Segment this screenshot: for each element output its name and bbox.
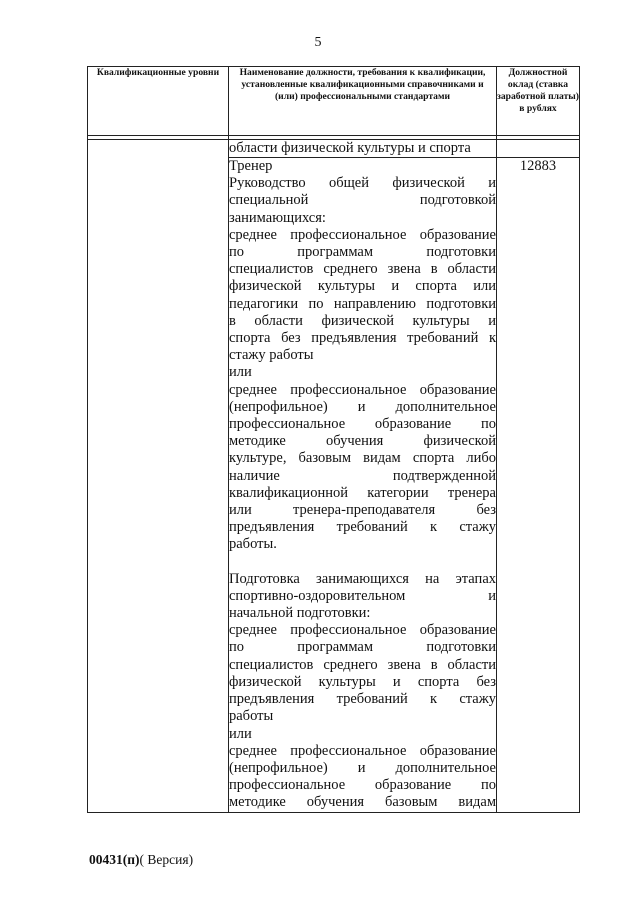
requirement-line: методике обучения физической [229, 433, 496, 450]
requirement-line: среднее профессиональное образование [229, 381, 496, 398]
requirement-line: работы [229, 708, 274, 725]
requirement-line: методике обучения базовым видам [229, 794, 496, 811]
requirement-line: среднее профессиональное образование [229, 622, 496, 639]
requirement-line: педагогики по направлению подготовки [229, 295, 496, 312]
header-position-requirements: Наименование должности, требования к квалификации, установленные квалификационными справочниками и (или) профессиональными стандартами [229, 67, 497, 136]
continuation-cell [229, 140, 497, 158]
header-qualification-levels: Квалификационные уровни [88, 67, 229, 136]
table-header-row [88, 67, 580, 136]
requirement-line: наличие подтвержденной [229, 467, 496, 484]
header-salary: Должностной оклад (ставка заработной платы) в рублях [497, 67, 580, 136]
continuation-salary-cell [497, 140, 580, 158]
requirement-line: среднее профессиональное образование [229, 742, 496, 759]
requirement-line: спорта без предъявления требований к [229, 330, 496, 347]
requirement-line: Подготовка занимающихся на этапах [229, 570, 496, 587]
requirement-line: или [229, 725, 252, 742]
requirement-line: Руководство общей физической и [229, 175, 496, 192]
requirement-line: физической культуры и спорта без [229, 673, 496, 690]
salary-value: 12883 [519, 158, 557, 174]
document-footer [89, 852, 193, 868]
requirement-line: специальной подготовкой [229, 192, 496, 209]
qualification-table [87, 66, 580, 813]
page-number: 5 [314, 35, 322, 50]
requirement-line: специалистов среднего звена в области [229, 261, 496, 278]
requirements-block-b [229, 571, 496, 812]
requirement-line: предъявления требований к стажу [229, 691, 496, 708]
requirement-line: специалистов среднего звена в области [229, 656, 496, 673]
continuation-row [88, 140, 580, 158]
requirement-line: культуре, базовым видам спорта либо [229, 450, 496, 467]
requirement-line: среднее профессиональное образование [229, 226, 496, 243]
requirement-line: спортивно-оздоровительном и [229, 587, 496, 604]
requirement-line: по программам подготовки [229, 639, 496, 656]
requirement-line: (непрофильное) и дополнительное [229, 759, 496, 776]
requirement-line: по программам подготовки [229, 244, 496, 261]
position-title: Тренер [229, 158, 273, 174]
requirement-line: предъявления требований к стажу [229, 519, 496, 536]
requirement-line: квалификационной категории тренера [229, 484, 496, 501]
document-version: ( Версия) [139, 852, 194, 867]
requirement-line: или [229, 364, 252, 381]
requirement-line: физической культуры и спорта или [229, 278, 496, 295]
qualification-level-cell [88, 140, 229, 813]
continuation-text: области физической культуры и спорта [229, 140, 471, 156]
requirement-line: работы. [229, 536, 277, 553]
requirement-line: или тренера-преподавателя без [229, 502, 496, 519]
document-code: 00431(п) [89, 852, 140, 867]
salary-cell [497, 158, 580, 813]
requirement-line: в области физической культуры и [229, 312, 496, 329]
requirement-line: профессиональное образование по [229, 416, 496, 433]
requirements-block-a [229, 175, 496, 553]
requirement-line: начальной подготовки: [229, 605, 371, 622]
requirement-line: (непрофильное) и дополнительное [229, 398, 496, 415]
requirement-line: профессиональное образование по [229, 777, 496, 794]
requirement-line: занимающихся: [229, 209, 326, 226]
position-requirements-cell [229, 158, 497, 813]
requirement-line: стажу работы [229, 347, 314, 364]
